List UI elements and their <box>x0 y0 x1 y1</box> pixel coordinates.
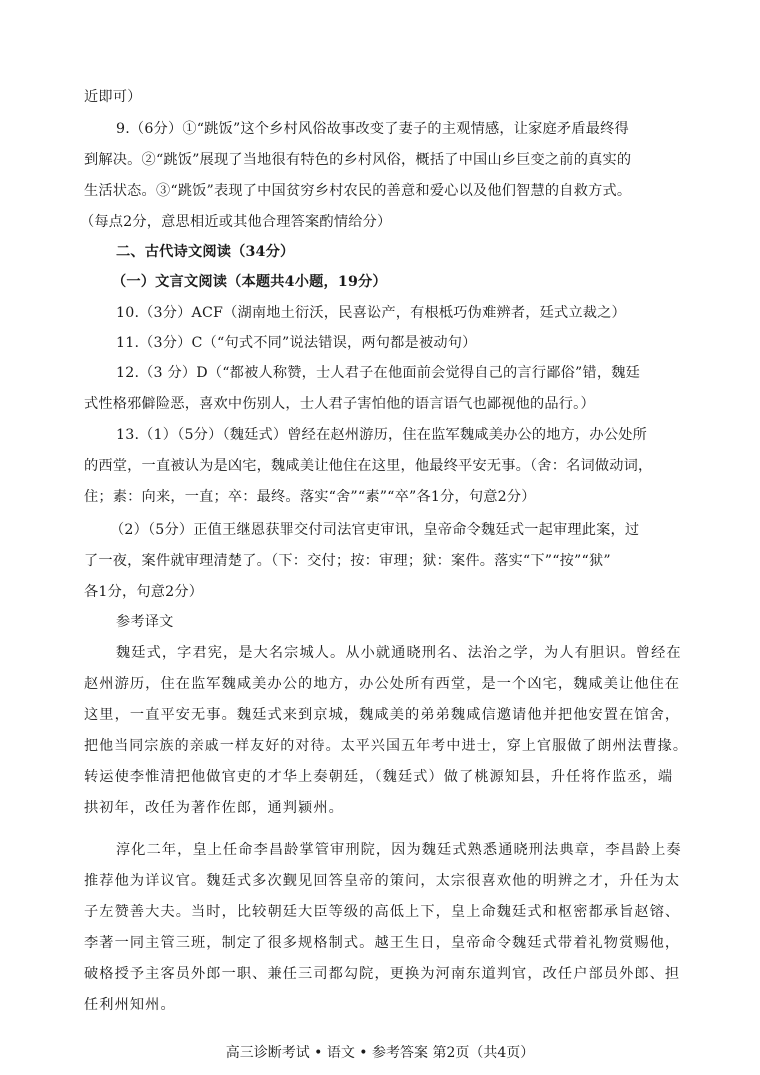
translation-line: 任利州知州。 <box>84 997 176 1013</box>
translation-line: 拱初年，改任为著作佐郎，通判颍州。 <box>84 800 344 816</box>
translation-line: 赵州游历，住在监军魏咸美办公的地方，办公处所有西堂，是一个凶宅，魏咸美让他住在 <box>84 676 681 692</box>
translation-line: 子左赞善大夫。当时，比较朝廷大臣等级的高低上下，皇上命魏廷式和枢密都承旨赵镕、 <box>84 904 681 920</box>
page-footer: 高三诊断考试 • 语文 • 参考答案 第2页（共4页） <box>225 1045 535 1061</box>
question-12-answer: 式性格邪僻险恶，喜欢中伤别人，士人君子害怕他的语言语气也鄙视他的品行。） <box>84 396 595 412</box>
section-title: 二、古代诗文阅读（34分） <box>116 244 295 260</box>
translation-line: 转运使李惟清把他做官吏的才华上奏朝廷，（魏廷式）做了桃源知县，升任将作监丞，端 <box>84 769 674 785</box>
translation-line: 把他当同宗族的亲戚一样友好的对待。太平兴国五年考中进士，穿上官服做了朗州法曹掾。 <box>84 738 688 754</box>
question-13-1-answer: 13.（1）（5分）（魏廷式）曾经在赵州游历，住在监军魏咸美办公的地方，办公处所 <box>116 427 647 443</box>
translation-heading: 参考译文 <box>116 614 174 630</box>
translation-line: 推荐他为详议官。魏廷式多次觐见回答皇帝的策问，太宗很喜欢他的明辨之才，升任为太 <box>84 873 681 889</box>
translation-line: 魏廷式，字君宪，是大名宗城人。从小就通晓刑名、法治之学，为人有胆识。曾经在 <box>116 645 682 661</box>
question-13-2-answer: （2）（5分）正值王继恩获罪交付司法官吏审讯，皇帝命令魏廷式一起审理此案，过 <box>110 522 640 538</box>
translation-line: 破格授予主客员外郎一职、兼任三司都勾院，更换为河南东道判官，改任户部员外郎、担 <box>84 966 681 982</box>
answer-line: 近即可） <box>84 89 142 105</box>
question-13-1-answer: 的西堂，一直被认为是凶宅，魏咸美让他住在这里，他最终平安无事。（舍：名词做动词， <box>84 458 653 474</box>
answer-line: 生活状态。③“跳饭”表现了中国贫穷乡村农民的善意和爱心以及他们智慧的自救方式。 <box>84 183 632 199</box>
question-13-2-answer: 各1分，句意2分） <box>84 584 204 600</box>
translation-line: 李著一同主管三班，制定了很多规格制式。越王生日，皇帝命令魏廷式带着礼物赏赐他， <box>84 935 681 951</box>
subsection-title: （一）文言文阅读（本题共4小题，19分） <box>112 274 387 290</box>
answer-line: （每点2分，意思相近或其他合理答案酌情给分） <box>80 214 392 230</box>
question-10-answer: 10.（3分）ACF（湖南地土衍沃，民喜讼产，有根柢巧伪难辨者，廷式立裁之） <box>116 305 626 321</box>
translation-line: 这里，一直平安无事。魏廷式来到京城，魏咸美的弟弟魏咸信邀请他并把他安置在馆舍， <box>84 707 681 723</box>
question-12-answer: 12.（3 分）D（“都被人称赞，士人君子在他面前会觉得自己的言行鄙俗”错，魏廷 <box>116 365 640 381</box>
question-13-2-answer: 了一夜，案件就审理清楚了。（下：交付；按：审理；狱：案件。落实“下”“按”“狱” <box>84 553 611 569</box>
question-11-answer: 11.（3分）C（“句式不同”说法错误，两句都是被动句） <box>116 335 477 351</box>
question-13-1-answer: 住；素：向来，一直；卒：最终。落实“舍”“素”“卒”各1分，句意2分） <box>84 489 536 505</box>
answer-line: 到解决。②“跳饭”展现了当地很有特色的乡村风俗，概括了中国山乡巨变之前的真实的 <box>84 152 632 168</box>
translation-line: 淳化二年，皇上任命李昌龄掌管审刑院，因为魏廷式熟悉通晓刑法典章，李昌龄上奏 <box>116 842 682 858</box>
answer-line: 9.（6分）①“跳饭”这个乡村风俗故事改变了妻子的主观情感，让家庭矛盾最终得 <box>116 121 629 137</box>
